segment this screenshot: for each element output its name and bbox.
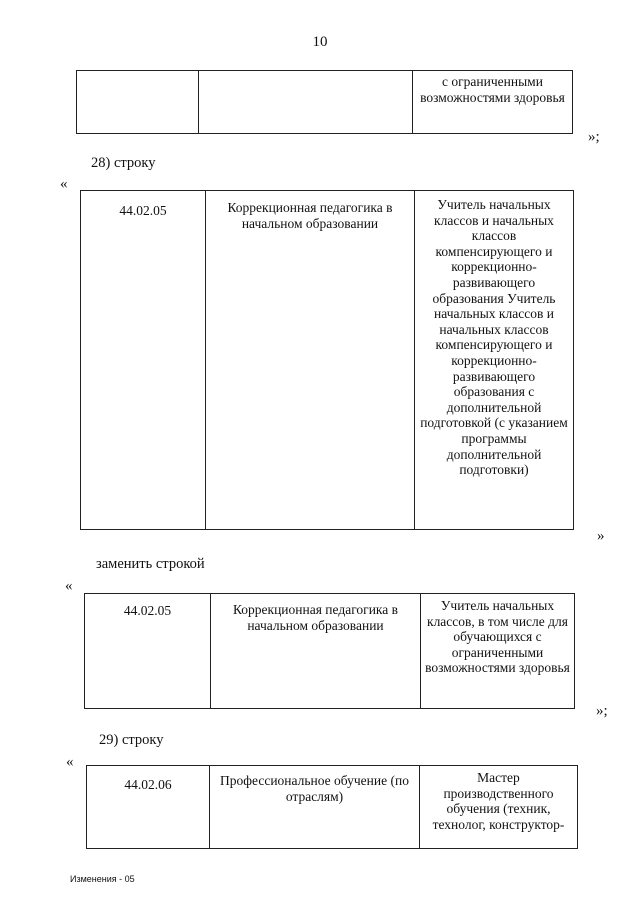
table-old-row-29 xyxy=(86,765,578,849)
opening-quote: « xyxy=(65,578,73,594)
table-new-row-28 xyxy=(84,593,575,709)
opening-quote: « xyxy=(60,176,68,192)
qualification-cell: Мастер производственного обучения (техник, технолог, конструктор- xyxy=(420,766,578,849)
opening-quote: « xyxy=(66,754,74,770)
name-cell: Коррекционная педагогика в начальном образовании xyxy=(211,594,421,709)
name-cell xyxy=(199,71,413,134)
table-row xyxy=(85,594,575,709)
instruction-label-replace: заменить строкой xyxy=(96,556,205,572)
qualification-cell: Учитель начальных классов и начальных классов компенсирующего и коррекционно-развивающего образования Учитель начальных классов и начальных классов компенсирующего и коррекционно-развивающего образования с дополнительной подготовкой (с указанием программы дополнительной подготовки) xyxy=(415,191,574,530)
instruction-label-29: 29) строку xyxy=(99,732,164,748)
table-row xyxy=(81,191,574,530)
code-cell: 44.02.05 xyxy=(85,594,211,709)
closing-quote: »; xyxy=(588,129,600,145)
table-old-row-28 xyxy=(80,190,574,530)
table-row xyxy=(87,766,578,849)
name-cell: Профессиональное обучение (по отраслям) xyxy=(210,766,420,849)
table-row xyxy=(77,71,573,134)
closing-quote: » xyxy=(597,528,605,544)
qualification-cell: Учитель начальных классов, в том числе для обучающихся с ограниченными возможностями здоровья xyxy=(421,594,575,709)
instruction-label-28: 28) строку xyxy=(91,155,156,171)
qualification-cell: с ограниченными возможностями здоровья xyxy=(413,71,573,134)
name-cell: Коррекционная педагогика в начальном образовании xyxy=(206,191,415,530)
code-cell: 44.02.06 xyxy=(87,766,210,849)
footer-note: Изменения - 05 xyxy=(70,874,135,884)
code-cell xyxy=(77,71,199,134)
closing-quote: »; xyxy=(596,703,608,719)
table-fragment-1 xyxy=(76,70,573,134)
page-number: 10 xyxy=(312,34,328,50)
code-cell: 44.02.05 xyxy=(81,191,206,530)
